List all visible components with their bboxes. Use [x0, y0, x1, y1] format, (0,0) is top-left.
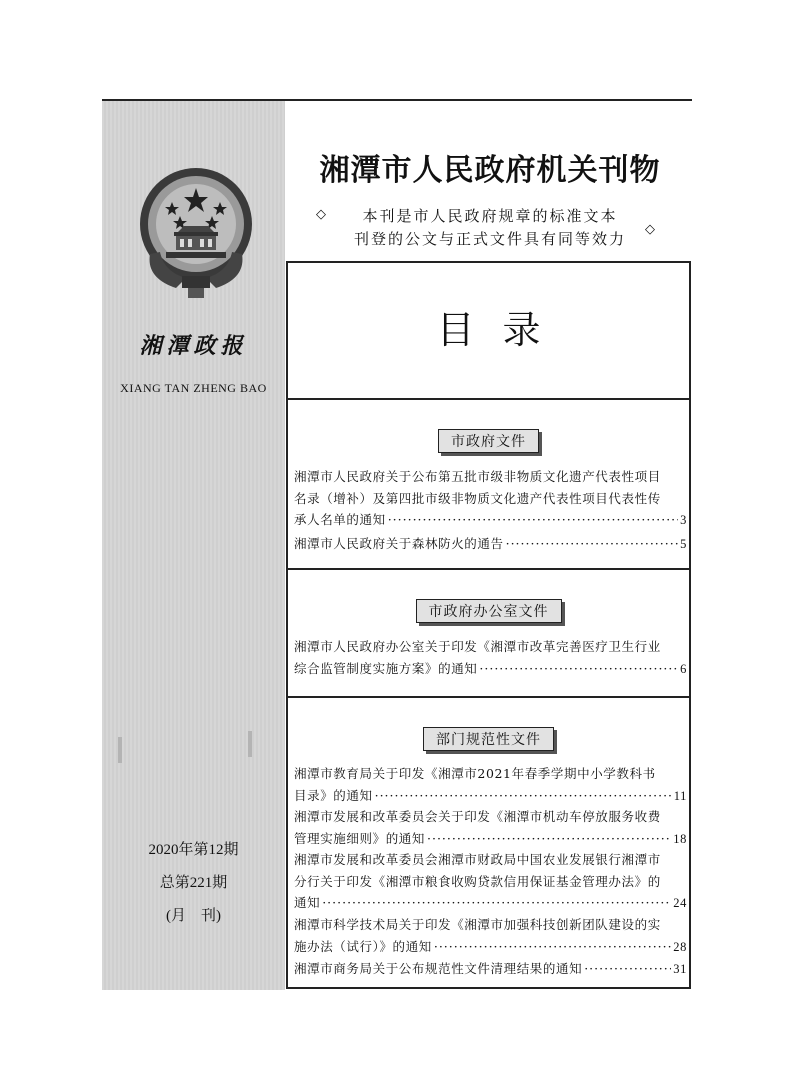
toc-entry[interactable] [294, 533, 687, 556]
page-number: 3 [680, 513, 687, 527]
entry-text: 湘潭市人民政府关于森林防火的通告 [294, 536, 504, 551]
entry-text: 通知 [294, 895, 321, 910]
entry-line: 分行关于印发《湘潭市粮食收购贷款信用保证基金管理办法》的 [294, 873, 661, 889]
subtitle-line-2: 刊登的公文与正式文件具有同等效力 [353, 230, 626, 248]
issue-number: 2020年第12期 [148, 842, 239, 858]
decorative-tick [118, 737, 122, 763]
entry-text: 综合监管制度实施方案》的通知 [294, 660, 478, 676]
entry-text: 管理实施细则》的通知 [294, 830, 426, 846]
diamond-bullet-icon: ◇ [645, 222, 655, 237]
entry-line: 湘潭市发展和改革委员会关于印发《湘潭市机动车停放服务收费 [294, 809, 661, 824]
section-header [288, 599, 689, 623]
leader-dots [584, 958, 671, 980]
sidebar [102, 101, 285, 990]
page-number: 24 [673, 896, 687, 910]
toc-entry[interactable] [294, 914, 687, 958]
entry-line: 湘潭市人民政府办公室关于印发《湘潭市改革完善医疗卫生行业 [294, 639, 661, 654]
toc-box [286, 261, 691, 989]
entry-line: 湘潭市科学技术局关于印发《湘潭市加强科技创新团队建设的实 [294, 917, 661, 932]
divider [288, 568, 689, 570]
toc-entry[interactable] [294, 806, 687, 850]
page-number: 18 [673, 831, 687, 846]
page-title: 湘潭市人民政府机关刊物 [319, 153, 661, 188]
toc-entry[interactable] [294, 958, 687, 981]
leader-dots [506, 533, 679, 555]
journal-pinyin: XIANG TAN ZHENG BAO [120, 381, 267, 395]
divider [288, 696, 689, 698]
toc-entry[interactable] [294, 636, 687, 680]
leader-dots [322, 892, 671, 914]
entry-line: 湘潭市人民政府关于公布第五批市级非物质文化遗产代表性项目 [294, 469, 661, 484]
toc-title: 目录 [436, 308, 569, 352]
page-number: 31 [673, 962, 687, 976]
divider [288, 398, 689, 400]
page-number: 5 [680, 537, 687, 551]
entry-text: 目录》的通知 [294, 787, 373, 803]
toc-entry[interactable] [294, 849, 687, 915]
page-number: 28 [673, 939, 687, 954]
national-emblem-icon [136, 166, 256, 300]
section-header [288, 727, 689, 751]
entry-text: 施办法（试行）》的通知 [294, 938, 432, 954]
total-issue-number: 总第221期 [159, 875, 228, 891]
entry-line: 名录（增补）及第四批市级非物质文化遗产代表性项目代表性传 [294, 490, 661, 506]
section-label: 部门规范性文件 [423, 727, 554, 751]
leader-dots [427, 828, 671, 850]
section-label: 市政府文件 [438, 429, 539, 453]
diamond-bullet-icon: ◇ [316, 207, 326, 222]
entry-text: 湘潭市商务局关于公布规范性文件清理结果的通知 [294, 961, 583, 976]
page-number: 6 [680, 661, 687, 676]
journal-brand: 湘潭政报 [139, 333, 248, 359]
toc-entry[interactable] [294, 763, 687, 807]
entry-line: 湘潭市教育局关于印发《湘潭市2021年春季学期中小学教科书 [294, 766, 656, 781]
leader-dots [388, 509, 678, 531]
section-label: 市政府办公室文件 [416, 599, 562, 623]
entry-text: 承人名单的通知 [294, 512, 386, 527]
toc-entry[interactable] [294, 466, 687, 532]
section-header [288, 429, 689, 453]
decorative-tick [248, 731, 252, 757]
leader-dots [375, 785, 672, 807]
leader-dots [479, 658, 678, 680]
entry-line: 湘潭市发展和改革委员会湘潭市财政局中国农业发展银行湘潭市 [294, 852, 661, 867]
leader-dots [434, 936, 671, 958]
subtitle-line-1: 本刊是市人民政府规章的标准文本 [362, 207, 618, 225]
page-number: 11 [673, 788, 687, 803]
publication-frequency: (月 刊) [166, 908, 221, 924]
